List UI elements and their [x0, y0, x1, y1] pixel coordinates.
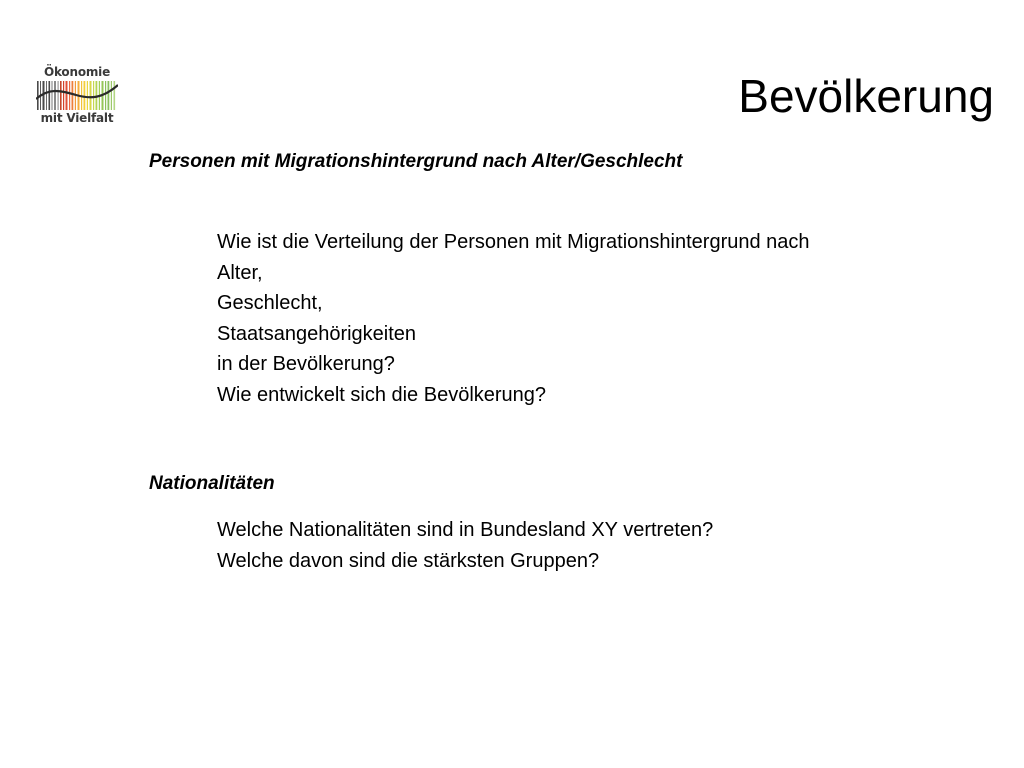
logo [34, 64, 120, 126]
section-heading-migration: Personen mit Migrationshintergrund nach Alter/Geschlecht [149, 151, 683, 172]
body-line: Wie ist die Verteilung der Personen mit Migrationshintergrund nach [217, 231, 810, 253]
body-line: Wie entwickelt sich die Bevölkerung? [217, 383, 547, 406]
slide-title: Bevölkerung [738, 70, 994, 122]
barcode-wave-icon [36, 79, 118, 111]
body-line: in der Bevölkerung? [217, 353, 395, 376]
section-body-nationalities [217, 515, 957, 576]
body-line: Staatsangehörigkeiten [217, 322, 417, 345]
section-body-migration [217, 227, 957, 411]
logo-top-text: Ökonomie [43, 65, 111, 79]
body-line: Welche Nationalitäten sind in Bundesland XY vertreten? [217, 519, 714, 541]
logo-bottom-text: mit Vielfalt [40, 111, 114, 125]
body-line: Geschlecht, [217, 292, 323, 315]
section-heading-nationalities: Nationalitäten [149, 473, 275, 494]
body-line: Welche davon sind die stärksten Gruppen? [217, 549, 600, 572]
body-line: Alter, [217, 261, 263, 284]
